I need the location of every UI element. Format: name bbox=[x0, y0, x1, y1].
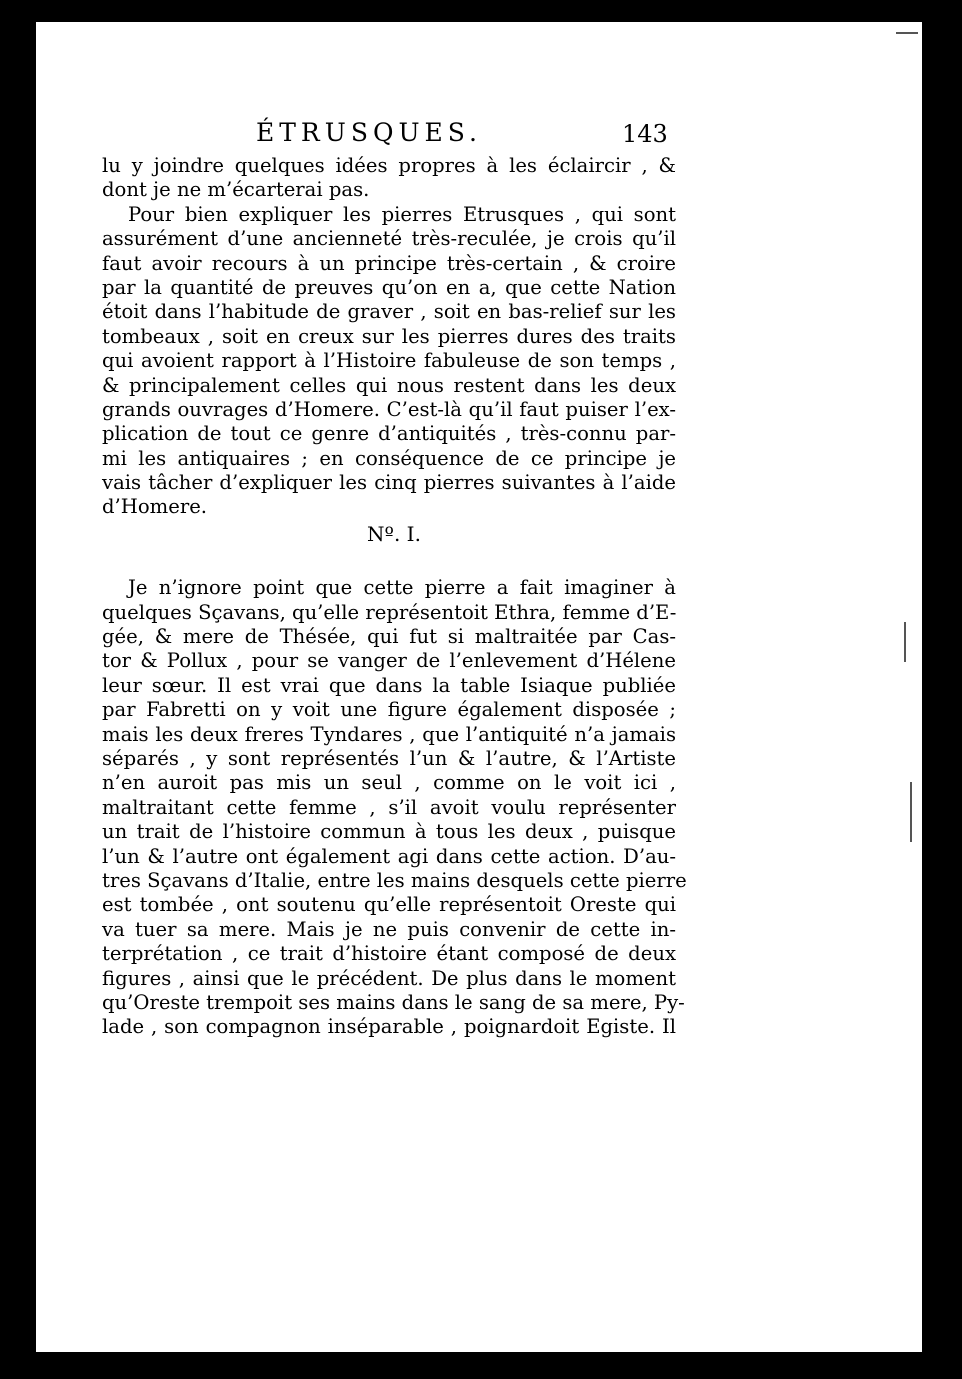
text-line: par Fabretti on y voit une figure également disposée ; bbox=[102, 698, 676, 722]
paragraph-continuation bbox=[102, 154, 676, 203]
paragraph-main bbox=[102, 576, 687, 1039]
section-heading: Nº. I. bbox=[367, 521, 421, 546]
text-line: Pour bien expliquer les pierres Etrusques , qui sont bbox=[128, 202, 676, 226]
running-title: ÉTRUSQUES. bbox=[256, 118, 482, 147]
text-line: plication de tout ce genre d’antiquités , très-connu par- bbox=[102, 422, 676, 446]
book-page bbox=[36, 22, 922, 1352]
text-line: Je n’ignore point que cette pierre a fait imaginer à bbox=[128, 576, 676, 600]
text-line: terprétation , ce trait d’histoire étant composé de deux bbox=[102, 942, 676, 966]
text-line: vais tâcher d’expliquer les cinq pierres suivantes à l’aide bbox=[102, 471, 676, 495]
text-line: dont je ne m’écarterai pas. bbox=[102, 178, 370, 202]
text-line: qu’Oreste trempoit ses mains dans le sang de sa mere, Py- bbox=[102, 990, 685, 1014]
text-line: gée, & mere de Thésée, qui fut si maltraitée par Cas- bbox=[102, 625, 676, 649]
text-line: par la quantité de preuves qu’on en a, que cette Nation bbox=[102, 275, 676, 299]
text-line: figures , ainsi que le précédent. De plus dans le moment bbox=[102, 966, 676, 990]
text-line: qui avoient rapport à l’Histoire fabuleuse de son temps , bbox=[102, 349, 676, 373]
scan-speck bbox=[896, 32, 918, 34]
text-line: mi les antiquaires ; en conséquence de ce principe je bbox=[102, 446, 676, 470]
body-text bbox=[102, 154, 687, 1040]
text-line: tres Sçavans d’Italie, entre les mains desquels cette pierre bbox=[102, 868, 687, 892]
text-line: maltraitant cette femme , s’il avoit voulu représenter bbox=[102, 795, 676, 819]
text-line: l’un & l’autre ont également agi dans cette action. D’au- bbox=[102, 844, 676, 868]
text-line: & principalement celles qui nous restent dans les deux bbox=[102, 373, 676, 397]
text-line: séparés , y sont représentés l’un & l’autre, & l’Artiste bbox=[102, 746, 676, 770]
page-header bbox=[36, 118, 922, 154]
text-line: leur sœur. Il est vrai que dans la table Isiaque publiée bbox=[102, 673, 676, 697]
text-line: faut avoir recours à un principe très-certain , & croire bbox=[102, 251, 676, 275]
text-line: assurément d’une ancienneté très-reculée, je crois qu’il bbox=[102, 227, 676, 251]
text-line: lu y joindre quelques idées propres à les éclaircir , & bbox=[102, 154, 676, 177]
text-line: étoit dans l’habitude de graver , soit en bas-relief sur les bbox=[102, 300, 676, 324]
text-line: n’en auroit pas mis un seul , comme on le voit ici , bbox=[102, 771, 676, 795]
scan-speck bbox=[910, 782, 912, 842]
paragraph-introduction bbox=[102, 203, 676, 520]
page-number: 143 bbox=[622, 120, 668, 148]
text-line: un trait de l’histoire commun à tous les deux , puisque bbox=[102, 820, 676, 844]
text-line: grands ouvrages d’Homere. C’est-là qu’il faut puiser l’ex- bbox=[102, 397, 676, 421]
text-line: tombeaux , soit en creux sur les pierres dures des traits bbox=[102, 324, 676, 348]
scan-speck bbox=[904, 622, 906, 662]
text-line: lade , son compagnon inséparable , poignardoit Egiste. Il bbox=[102, 1015, 676, 1039]
text-line: est tombée , ont soutenu qu’elle représentoit Oreste qui bbox=[102, 893, 676, 917]
text-line: mais les deux freres Tyndares , que l’antiquité n’a jamais bbox=[102, 722, 676, 746]
text-line: d’Homere. bbox=[102, 495, 208, 519]
text-line: quelques Sçavans, qu’elle représentoit Ethra, femme d’E- bbox=[102, 600, 677, 624]
text-line: tor & Pollux , pour se vanger de l’enlevement d’Hélene bbox=[102, 649, 676, 673]
text-line: va tuer sa mere. Mais je ne puis convenir de cette in- bbox=[102, 917, 676, 941]
